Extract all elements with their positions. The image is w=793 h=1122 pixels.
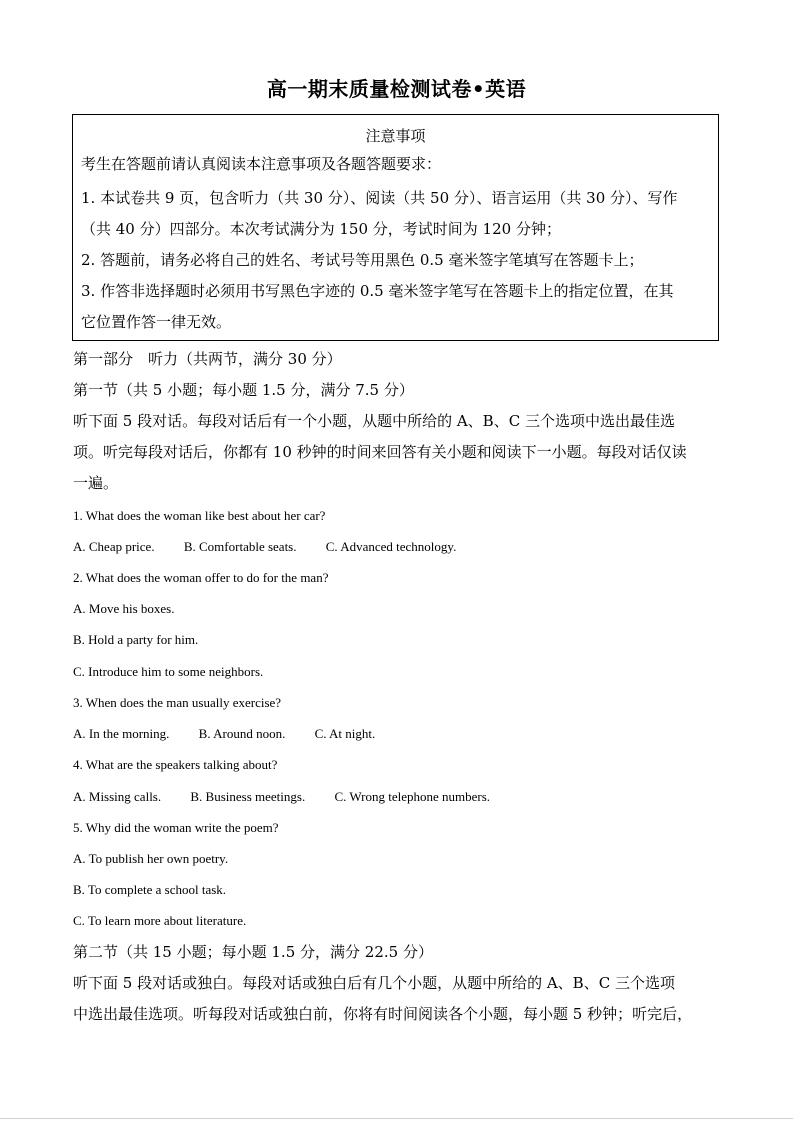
option-c: C. Introduce him to some neighbors. (73, 664, 264, 679)
options-row (73, 788, 723, 806)
part-heading: 第一部分 听力（共两节，满分 30 分） (73, 350, 342, 368)
option-a: A. Move his boxes. (73, 601, 175, 616)
notice-line: 1. 本试卷共 9 页，包含听力（共 30 分）、阅读（共 50 分）、语言运用（共 30 分）、写作 (81, 189, 678, 207)
option-b: B. Around noon. (198, 726, 286, 741)
option-c: C. To learn more about literature. (73, 913, 247, 928)
option-a: A. In the morning. (73, 726, 170, 741)
option-c: C. At night. (314, 726, 376, 741)
section-instructions: 中选出最佳选项。听每段对话或独白前，你将有时间阅读各个小题，每小题 5 秒钟；听完后， (73, 1005, 693, 1023)
question-text: 5. Why did the woman write the poem? (73, 820, 279, 835)
notice-line: 3. 作答非选择题时必须用书写黑色字迹的 0.5 毫米签字笔写在答题卡上的指定位置，在其 (81, 282, 674, 300)
option-c: C. Advanced technology. (325, 539, 457, 554)
section-heading: 第一节（共 5 小题；每小题 1.5 分，满分 7.5 分） (73, 381, 414, 399)
notice-line: （共 40 分）四部分。本次考试满分为 150 分，考试时间为 120 分钟； (81, 220, 561, 238)
options-row (73, 725, 723, 743)
option-b: B. To complete a school task. (73, 882, 227, 897)
question-text: 3. When does the man usually exercise? (73, 695, 282, 710)
question-text: 2. What does the woman offer to do for the man? (73, 570, 329, 585)
section-instructions: 听下面 5 段对话或独白。每段对话或独白后有几个小题，从题中所给的 A、B、C 三个选项 (73, 974, 675, 992)
notice-intro: 考生在答题前请认真阅读本注意事项及各题答题要求： (81, 155, 442, 173)
option-b: B. Comfortable seats. (183, 539, 297, 554)
section-instructions: 听下面 5 段对话。每段对话后有一个小题，从题中所给的 A、B、C 三个选项中选出最佳选 (73, 412, 675, 430)
option-a: A. Missing calls. (73, 789, 162, 804)
question-text: 1. What does the woman like best about her car? (73, 508, 326, 523)
option-a: A. Cheap price. (73, 539, 155, 554)
notice-box (72, 114, 719, 341)
option-b: B. Business meetings. (190, 789, 306, 804)
section-instructions: 项。听完每段对话后，你都有 10 秒钟的时间来回答有关小题和阅读下一小题。每段对话仅读 (73, 443, 687, 461)
option-a: A. To publish her own poetry. (73, 851, 229, 866)
notice-heading: 注意事项 (365, 127, 426, 145)
question-text: 4. What are the speakers talking about? (73, 757, 278, 772)
notice-line: 2. 答题前，请务必将自己的姓名、考试号等用黑色 0.5 毫米签字笔填写在答题卡上； (81, 251, 644, 269)
exam-title: 高一期末质量检测试卷•英语 (266, 77, 527, 101)
option-c: C. Wrong telephone numbers. (334, 789, 491, 804)
section-heading: 第二节（共 15 小题；每小题 1.5 分，满分 22.5 分） (73, 943, 433, 961)
notice-line: 它位置作答一律无效。 (81, 313, 232, 331)
section-instructions: 一遍。 (73, 474, 119, 492)
page-bottom-rule (0, 1118, 793, 1119)
options-row (73, 538, 723, 556)
option-b: B. Hold a party for him. (73, 632, 199, 647)
